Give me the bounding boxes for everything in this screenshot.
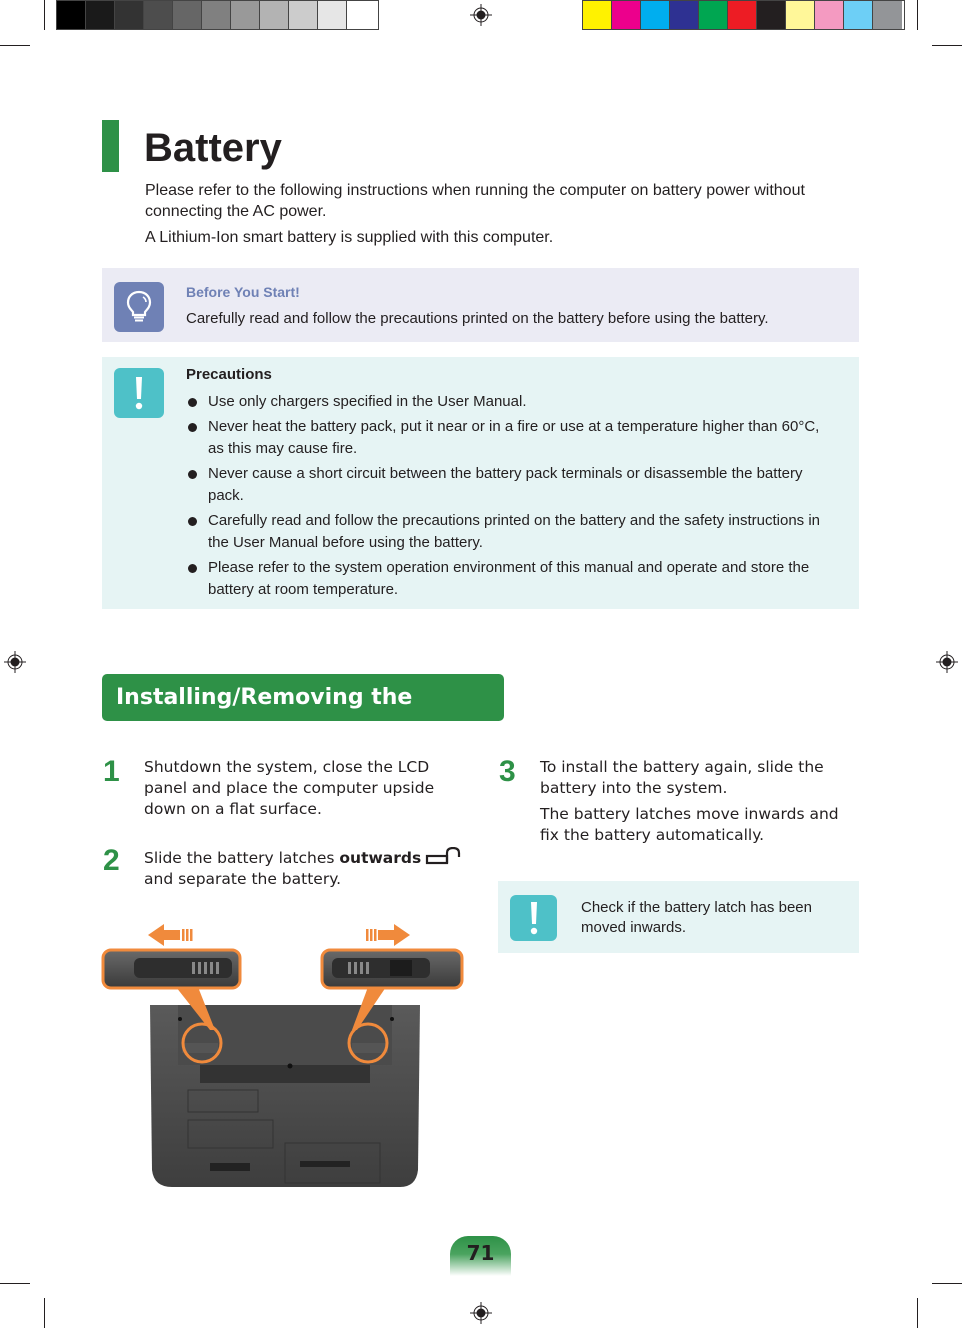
- registration-mark-icon: [470, 4, 492, 26]
- color-swatch: [347, 1, 376, 29]
- color-swatch: [86, 1, 115, 29]
- arrow-left-icon: [148, 924, 193, 946]
- precautions-heading: Precautions: [186, 366, 272, 383]
- before-you-start-text: Carefully read and follow the precautions printed on the battery before using the battery.: [186, 310, 769, 327]
- grayscale-color-bar: [56, 0, 379, 30]
- color-swatch: [173, 1, 202, 29]
- color-swatch: [699, 1, 728, 29]
- step-text: [144, 847, 474, 895]
- color-swatch: [873, 1, 902, 29]
- bullet-icon: [188, 470, 197, 479]
- precautions-box: [102, 357, 859, 609]
- precautions-list: [186, 391, 836, 604]
- color-swatch: [260, 1, 289, 29]
- bullet-icon: [188, 517, 197, 526]
- step-number: 3: [499, 755, 516, 788]
- step-text-part: and separate the battery.: [144, 870, 342, 888]
- arrow-right-icon: [366, 924, 410, 946]
- registration-mark-icon: [4, 651, 26, 673]
- crop-mark: [0, 1283, 30, 1284]
- color-swatch: [202, 1, 231, 29]
- crop-mark: [44, 1298, 45, 1328]
- crop-mark: [917, 0, 918, 30]
- color-swatch: [815, 1, 844, 29]
- step-text-bold: outwards: [339, 849, 422, 867]
- bullet-icon: [188, 398, 197, 407]
- crop-mark: [0, 45, 30, 46]
- page-title: Battery: [144, 126, 282, 170]
- registration-mark-icon: [470, 1302, 492, 1324]
- color-swatch: [231, 1, 260, 29]
- color-swatch: [583, 1, 612, 29]
- color-swatch: [757, 1, 786, 29]
- step-paragraph: The battery latches move inwards and fix the battery automatically.: [540, 805, 839, 844]
- color-swatch: [844, 1, 873, 29]
- step-number: 1: [103, 755, 120, 788]
- step-text: [144, 757, 454, 825]
- before-you-start-heading: Before You Start!: [186, 284, 300, 300]
- exclamation-icon: [510, 895, 557, 941]
- color-swatch: [115, 1, 144, 29]
- crop-mark: [44, 0, 45, 30]
- intro-text: [145, 180, 845, 253]
- step-text-part: Slide the battery latches: [144, 849, 340, 867]
- color-swatch: [641, 1, 670, 29]
- color-swatch: [289, 1, 318, 29]
- color-swatch: [57, 1, 86, 29]
- list-item: [186, 463, 836, 507]
- list-item-text: Never cause a short circuit between the battery pack terminals or disassemble the battery pack.: [208, 465, 803, 504]
- unlock-latch-icon: [425, 847, 463, 865]
- crop-mark: [917, 1298, 918, 1328]
- list-item-text: Never heat the battery pack, put it near or in a fire or use at a temperature higher than 60°C, as this may cause fire.: [208, 418, 820, 457]
- color-swatch: [144, 1, 173, 29]
- color-swatch: [728, 1, 757, 29]
- note-text: Check if the battery latch has been moved inwards.: [581, 899, 812, 936]
- exclamation-icon: [114, 368, 164, 418]
- crop-mark: [932, 45, 962, 46]
- registration-mark-icon: [936, 651, 958, 673]
- page-number: 71: [450, 1236, 511, 1276]
- list-item-text: Use only chargers specified in the User Manual.: [208, 393, 527, 410]
- step-paragraph: Shutdown the system, close the LCD panel and place the computer upside down on a flat surface.: [144, 758, 435, 818]
- section-heading: Installing/Removing the Battery: [102, 674, 504, 721]
- note-box: [498, 881, 859, 953]
- list-item: [186, 557, 836, 601]
- step-number: 2: [103, 844, 120, 877]
- step-paragraph: To install the battery again, slide the battery into the system.: [540, 758, 824, 797]
- step-paragraph: [144, 847, 474, 890]
- intro-paragraph: A Lithium-Ion smart battery is supplied with this computer.: [145, 229, 554, 246]
- before-you-start-box: [102, 268, 859, 342]
- lightbulb-icon: [114, 282, 164, 332]
- color-swatch: [786, 1, 815, 29]
- list-item: [186, 416, 836, 460]
- cmyk-color-bar: [582, 0, 905, 30]
- color-swatch: [318, 1, 347, 29]
- crop-mark: [932, 1283, 962, 1284]
- intro-paragraph: Please refer to the following instructions when running the computer on battery power without connecting the AC power.: [145, 182, 805, 220]
- bullet-icon: [188, 564, 197, 573]
- list-item-text: Please refer to the system operation environment of this manual and operate and store the battery at room temperature.: [208, 559, 810, 598]
- step-text: [540, 757, 855, 851]
- list-item: [186, 510, 836, 554]
- bullet-icon: [188, 423, 197, 432]
- color-swatch: [670, 1, 699, 29]
- title-accent-bar: [102, 120, 119, 172]
- list-item-text: Carefully read and follow the precautions printed on the battery and the safety instructions in the User Manual before using the battery.: [208, 512, 821, 551]
- battery-latch-illustration: [100, 915, 470, 1195]
- list-item: [186, 391, 836, 413]
- color-swatch: [612, 1, 641, 29]
